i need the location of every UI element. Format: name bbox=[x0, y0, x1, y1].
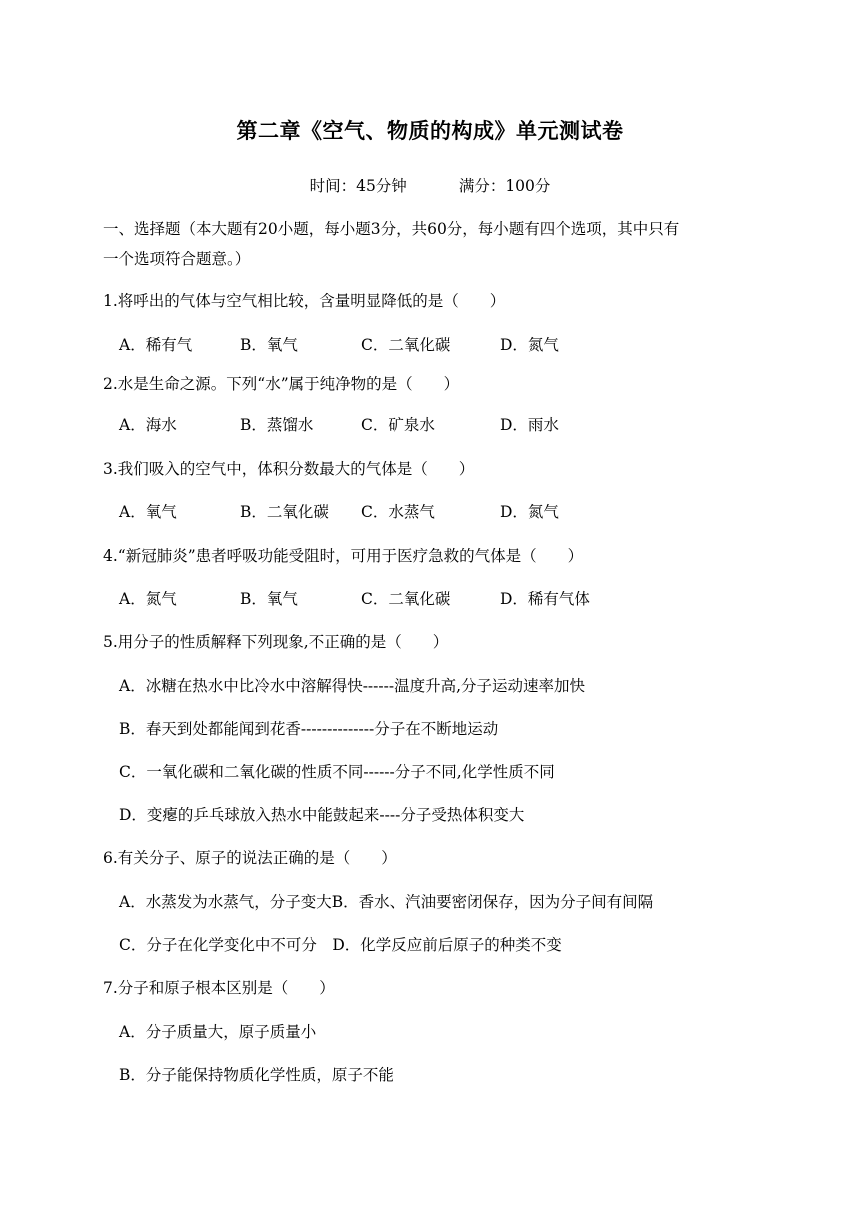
question-stem: 2.水是生命之源。下列“水”属于纯净物的是（ ） bbox=[103, 375, 460, 393]
options-row bbox=[119, 500, 559, 522]
option-a: A．氧气 bbox=[119, 503, 177, 521]
option-c: C．二氧化碳 bbox=[361, 590, 451, 608]
option-b: B．氧气 bbox=[240, 590, 298, 608]
options-row-ab: A．水蒸发为水蒸气，分子变大B．香水、汽油要密闭保存，因为分子间有间隔 bbox=[119, 893, 654, 911]
exam-score: 满分：100分 bbox=[458, 177, 551, 195]
option-b: B．氧气 bbox=[240, 336, 298, 354]
option-c: C．一氧化碳和二氧化碳的性质不同------分子不同,化学性质不同 bbox=[119, 763, 555, 781]
option-c: C．二氧化碳 bbox=[361, 336, 451, 354]
page-title: 第二章《空气、物质的构成》单元测试卷 bbox=[236, 119, 624, 143]
option-c: C．水蒸气 bbox=[361, 503, 435, 521]
options-row bbox=[119, 413, 559, 435]
option-a: A．分子质量大，原子质量小 bbox=[119, 1023, 317, 1041]
option-d: D．氮气 bbox=[500, 503, 559, 521]
exam-meta bbox=[0, 174, 860, 196]
question-stem: 1.将呼出的气体与空气相比较，含量明显降低的是（ ） bbox=[103, 292, 506, 310]
options-row bbox=[119, 333, 559, 355]
option-d: D．变瘪的乒乓球放入热水中能鼓起来----分子受热体积变大 bbox=[119, 806, 525, 824]
question-stem: 5.用分子的性质解释下列现象,不正确的是（ ） bbox=[103, 633, 449, 651]
option-a: A．稀有气 bbox=[119, 336, 193, 354]
question-stem: 3.我们吸入的空气中，体积分数最大的气体是（ ） bbox=[103, 460, 475, 478]
section-heading-line-2: 一个选项符合题意。） bbox=[103, 250, 251, 268]
option-a: A．氮气 bbox=[119, 590, 177, 608]
options-row bbox=[119, 587, 590, 609]
option-c: C．矿泉水 bbox=[361, 416, 435, 434]
option-d: D．雨水 bbox=[500, 416, 559, 434]
question-stem: 7.分子和原子根本区别是（ ） bbox=[103, 979, 335, 997]
option-b: B．春天到处都能闻到花香--------------分子在不断地运动 bbox=[119, 720, 499, 738]
option-a: A．海水 bbox=[119, 416, 177, 434]
question-stem: 4.“新冠肺炎”患者呼吸功能受阻时，可用于医疗急救的气体是（ ） bbox=[103, 547, 584, 565]
option-b: B．蒸馏水 bbox=[240, 416, 314, 434]
option-b: B．分子能保持物质化学性质，原子不能 bbox=[119, 1066, 394, 1084]
exam-time: 时间：45分钟 bbox=[309, 177, 407, 195]
question-stem: 6.有关分子、原子的说法正确的是（ ） bbox=[103, 849, 397, 867]
option-a: A．冰糖在热水中比冷水中溶解得快------温度升高,分子运动速率加快 bbox=[119, 677, 586, 695]
option-d: D．稀有气体 bbox=[500, 590, 590, 608]
options-row-cd: C．分子在化学变化中不可分 D．化学反应前后原子的种类不变 bbox=[119, 936, 562, 954]
section-heading-line-1: 一、选择题（本大题有20小题，每小题3分，共60分，每小题有四个选项，其中只有 bbox=[103, 220, 680, 238]
option-d: D．氮气 bbox=[500, 336, 559, 354]
option-b: B．二氧化碳 bbox=[240, 503, 329, 521]
